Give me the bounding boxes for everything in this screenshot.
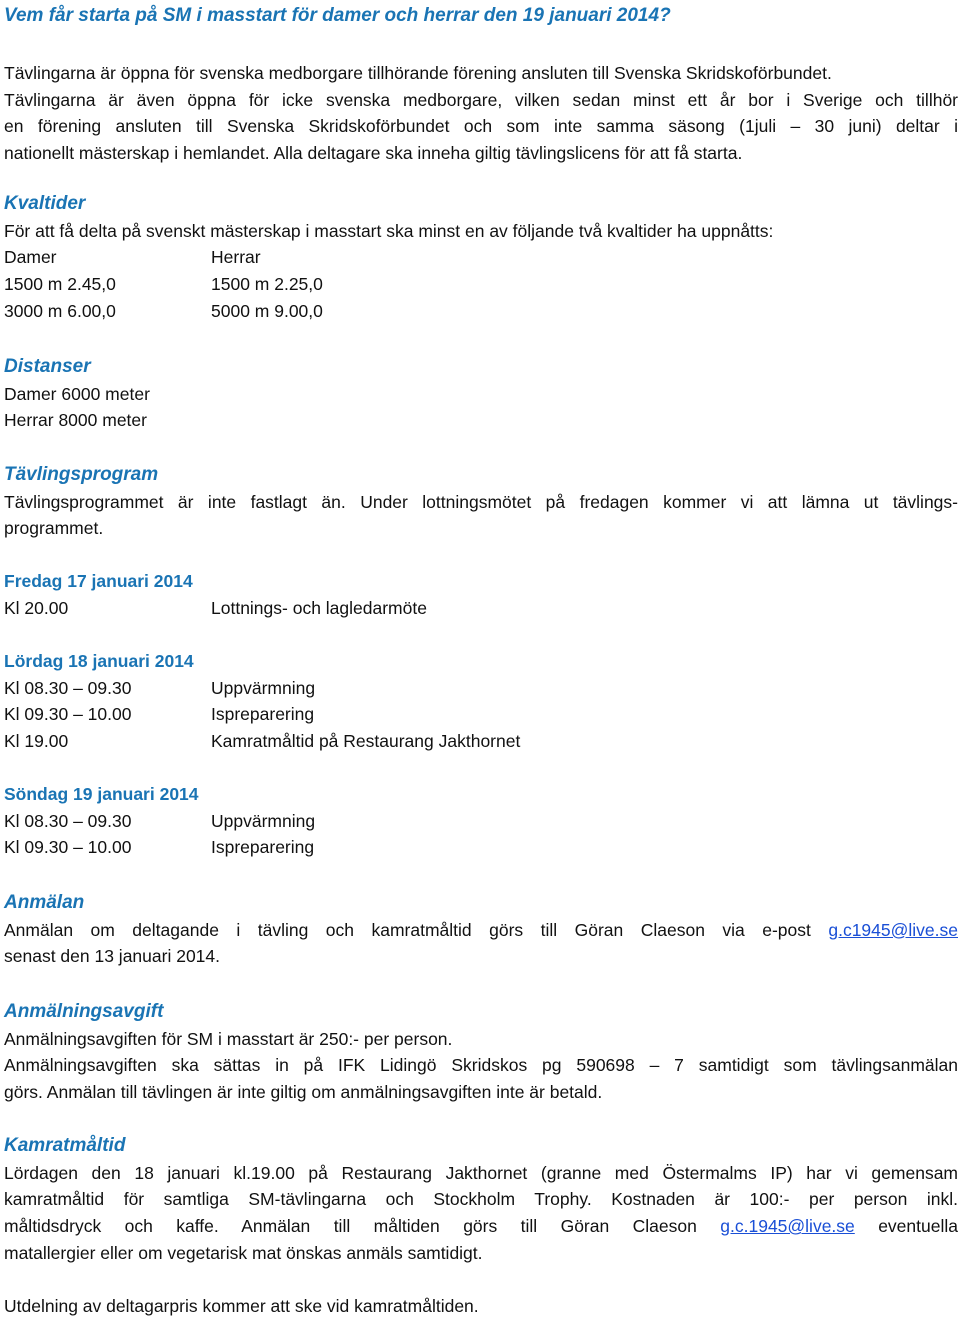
eligibility-line: Tävlingarna är öppna för svenska medborgare tillhörande förening ansluten till Svenska Skridskoförbundet.: [4, 63, 832, 83]
anmalningsavgift-line: Anmälningsavgiften för SM i masstart är 250:- per person.: [4, 1028, 453, 1049]
tavlingsprogram-section: [4, 462, 958, 542]
schedule-item: [4, 728, 958, 755]
anmalan-text: Anmälan om deltagande i tävling och kamratmåltid görs till Göran Claeson via e-post: [4, 919, 811, 940]
footer-text: Utdelning av deltagarpris kommer att ske vid kamratmåltiden.: [4, 1296, 479, 1316]
anmalan-line: senast den 13 januari 2014.: [4, 946, 220, 967]
schedule-day-sunday: [4, 781, 958, 861]
schedule-time: Kl 08.30 – 09.30: [4, 677, 132, 698]
schedule-activity: Ispreparering: [211, 704, 315, 725]
schedule-time: Kl 20.00: [4, 597, 69, 618]
kvaltid-herrar: 1500 m 2.25,0: [211, 274, 323, 295]
kamratmaltid-line: [4, 1213, 958, 1240]
kvaltid-herrar: 5000 m 9.00,0: [211, 300, 323, 321]
kamratmaltid-line: matallergier eller om vegetarisk mat önskas anmäls samtidigt.: [4, 1242, 483, 1263]
anmalan-email-link[interactable]: g.c1945@live.se: [828, 919, 958, 940]
kamratmaltid-text: eventuella: [878, 1216, 958, 1237]
distanser-heading: Distanser: [4, 356, 91, 377]
distans-line: Herrar 8000 meter: [4, 410, 147, 431]
tavlingsprogram-line: programmet.: [4, 518, 104, 539]
schedule-day-heading: Fredag 17 januari 2014: [4, 571, 193, 591]
schedule-item: [4, 701, 958, 728]
kvaltid-damer: 3000 m 6.00,0: [4, 300, 116, 321]
schedule-day-heading: Lördag 18 januari 2014: [4, 651, 194, 671]
distanser-section: [4, 354, 958, 434]
anmalan-heading: Anmälan: [4, 892, 85, 913]
kvaltid-damer: Damer: [4, 247, 57, 268]
kvaltid-herrar: Herrar: [211, 247, 261, 268]
schedule-time: Kl 09.30 – 10.00: [4, 704, 132, 725]
tavlingsprogram-heading: Tävlingsprogram: [4, 464, 159, 485]
kvaltid-damer: 1500 m 2.45,0: [4, 274, 116, 295]
anmalan-section: [4, 890, 958, 970]
schedule-item: [4, 675, 958, 702]
schedule-activity: Uppvärmning: [211, 810, 316, 831]
kamratmaltid-text: måltidsdryck och kaffe. Anmälan till måltiden görs till Göran Claeson: [4, 1216, 697, 1237]
kvaltider-heading: Kvaltider: [4, 193, 86, 214]
schedule-item: [4, 595, 958, 622]
schedule-day-heading: Söndag 19 januari 2014: [4, 784, 199, 804]
kamratmaltid-email-link[interactable]: g.c.1945@live.se: [720, 1216, 855, 1237]
schedule-time: Kl 19.00: [4, 731, 69, 752]
anmalan-line: [4, 917, 958, 944]
kamratmaltid-line: Lördagen den 18 januari kl.19.00 på Restaurang Jakthornet (granne med Östermalms IP) har vi gemensam: [4, 1162, 958, 1183]
kvaltider-row: [4, 271, 958, 298]
eligibility-line: nationellt mästerskap i hemlandet. Alla deltagare ska inneha giltig tävlingslicens för att få starta.: [4, 143, 743, 164]
eligibility-line: Tävlingarna är även öppna för icke svenska medborgare, vilken sedan minst ett år bor i Sverige och tillhör: [4, 89, 958, 110]
kvaltider-section: [4, 191, 958, 325]
page-title: Vem får starta på SM i masstart för damer och herrar den 19 januari 2014?: [4, 5, 671, 26]
anmalningsavgift-heading: Anmälningsavgift: [4, 1001, 164, 1022]
eligibility-line: en förening ansluten till Svenska Skridskoförbundet och som inte samma säsong (1juli – 30 juni) deltar i: [4, 116, 958, 137]
schedule-item: [4, 834, 958, 861]
schedule-activity: Ispreparering: [211, 837, 315, 858]
kvaltider-row: [4, 244, 958, 271]
schedule-time: Kl 08.30 – 09.30: [4, 810, 132, 831]
distans-line: Damer 6000 meter: [4, 383, 150, 404]
schedule-time: Kl 09.30 – 10.00: [4, 837, 132, 858]
eligibility-section: [4, 60, 958, 167]
tavlingsprogram-line: Tävlingsprogrammet är inte fastlagt än. Under lottningsmötet på fredagen kommer vi att lämna ut tävlings-: [4, 491, 958, 512]
schedule-activity: Kamratmåltid på Restaurang Jakthornet: [211, 731, 521, 752]
anmalningsavgift-section: [4, 999, 958, 1106]
kvaltider-intro: För att få delta på svenskt mästerskap i masstart ska minst en av följande två kvaltider ha uppnåtts:: [4, 220, 774, 241]
kamratmaltid-heading: Kamratmåltid: [4, 1135, 126, 1156]
schedule-item: [4, 808, 958, 835]
schedule-day-saturday: [4, 648, 958, 755]
kamratmaltid-line: kamratmåltid för samtliga SM-tävlingarna och Stockholm Trophy. Kostnaden är 100:- per person inkl.: [4, 1189, 958, 1210]
schedule-day-friday: [4, 568, 958, 621]
kvaltider-row: [4, 298, 958, 325]
anmalningsavgift-line: görs. Anmälan till tävlingen är inte giltig om anmälningsavgiften inte är betald.: [4, 1082, 603, 1103]
anmalningsavgift-line: Anmälningsavgiften ska sättas in på IFK Lidingö Skridskos pg 590698 – 7 samtidigt som tävlingsanmälan: [4, 1055, 958, 1076]
kamratmaltid-section: [4, 1133, 958, 1267]
footer-section: [4, 1293, 958, 1320]
schedule-activity: Uppvärmning: [211, 677, 316, 698]
schedule-activity: Lottnings- och lagledarmöte: [211, 597, 427, 618]
